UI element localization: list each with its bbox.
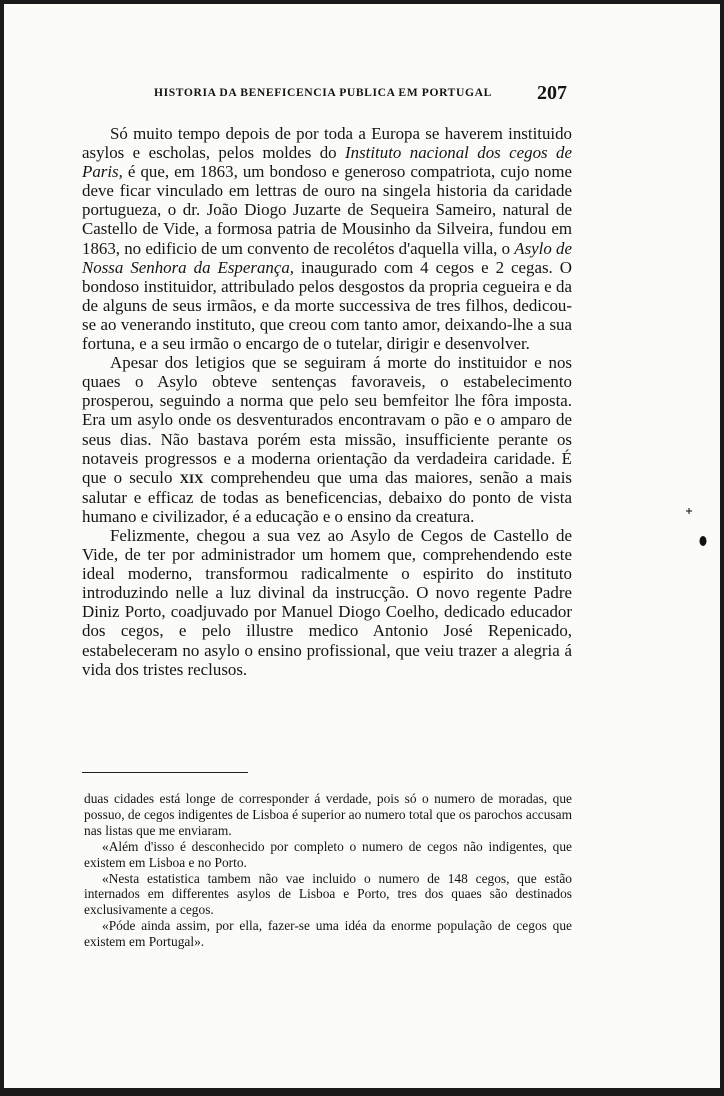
- book-page: [4, 4, 720, 1088]
- paragraph-1: [82, 124, 572, 353]
- running-title: HISTORIA DA BENEFICENCIA PUBLICA EM PORTUGAL: [154, 86, 492, 99]
- footnotes: [84, 791, 572, 950]
- paragraph-1-italic-asylum: Asylo de Nossa Senhora da Esperança,: [82, 238, 572, 277]
- paragraph-2-text-a: Apesar dos letigios que se seguiram á morte do instituidor e nos quaes o Asylo obteve sentenças favoraveis, o estabelecimento prosperou, seguindo a norma que pelo seu bemfeitor lhe fôra imposta. Era um asylo onde os desventurados encontravam o pão e o amparo de seus dias. Não bastava porém esta missão, insufficiente perante os notaveis progressos e a moderna orientação da verdadeira caridade. É que o seculo: [82, 353, 572, 487]
- paragraph-2: [82, 353, 572, 526]
- paragraph-1-italic-institute: Instituto nacional dos cegos de Paris,: [82, 143, 572, 182]
- footnote-quote: «Além d'isso é desconhecido por completo o numero de cegos não indigentes, que existem em Lisboa e no Porto.: [84, 838, 572, 870]
- footnote-rule: [82, 772, 248, 773]
- footnote-quote: «Póde ainda assim, por ella, fazer-se uma idéa da enorme população de cegos que existem em Portugal».: [84, 918, 572, 950]
- bullet-dot-icon: [698, 534, 708, 548]
- paragraph-1-text-c: inaugurado com 4 cegos e 2 cegas. O bondoso instituidor, attribulado pelos desgostos da propria cegueira e da de alguns de seus irmãos, e da morte successiva de tres filhos, dedicou-se ao venerando instituto, que creou com tanto amor, deixando-lhe a sua fortuna, e a seu irmão o encargo de o tutelar, dirigir e desenvolver.: [82, 257, 572, 354]
- main-text: [82, 124, 572, 679]
- asterisk-mark-icon: [684, 506, 694, 516]
- paragraph-1-text-b: é que, em 1863, um bondoso e generoso compatriota, cujo nome deve ficar vinculado em lettras de ouro na singela historia da caridade portugueza, o dr. João Diogo Juzarte de Sequeira Sameiro, natural de Castello de Vide, a formosa patria de Mousinho da Silveira, fundou em 1863, no edificio de um convento de recolétos d'aquella villa, o: [82, 162, 572, 258]
- footnote-quote: «Nesta estatistica tambem não vae incluido o numero de 148 cegos, que estão internados em differentes asylos de Lisboa e Porto, tres dos quaes são destinados exclusivamente a cegos.: [84, 870, 572, 918]
- page-number: 207: [537, 82, 567, 104]
- paragraph-2-text-b: comprehendeu que uma das maiores, senão a mais salutar e efficaz de todas as beneficencias, debaixo do ponto de vista humano e civilizador, é a educação e o ensino da creatura.: [82, 467, 572, 526]
- paragraph-3: Felizmente, chegou a sua vez ao Asylo de Cegos de Castello de Vide, de ter por administrador um homem que, comprehendendo este ideal moderno, transformou radicalmente o espirito do instituto introduzindo nelle a luz divinal da instrucção. O novo regente Padre Diniz Porto, coadjuvado por Manuel Diogo Coelho, dedicado educador dos cegos, e pelo illustre medico Antonio José Repenicado, estabeleceram no asylo o ensino profissional, que veiu trazer a alegria á vida dos tristes reclusos.: [82, 525, 572, 679]
- paragraph-1-text-a: Só muito tempo depois de por toda a Europa se haverem instituido asylos e escholas, pelos moldes do: [82, 124, 572, 163]
- paragraph-2-century: XIX: [179, 470, 204, 486]
- footnote-continuation: duas cidades está longe de corresponder á verdade, pois só o numero de moradas, que possuo, de cegos indigentes de Lisboa é superior ao numero total que os parochos accusam nas listas que me enviaram.: [84, 791, 572, 838]
